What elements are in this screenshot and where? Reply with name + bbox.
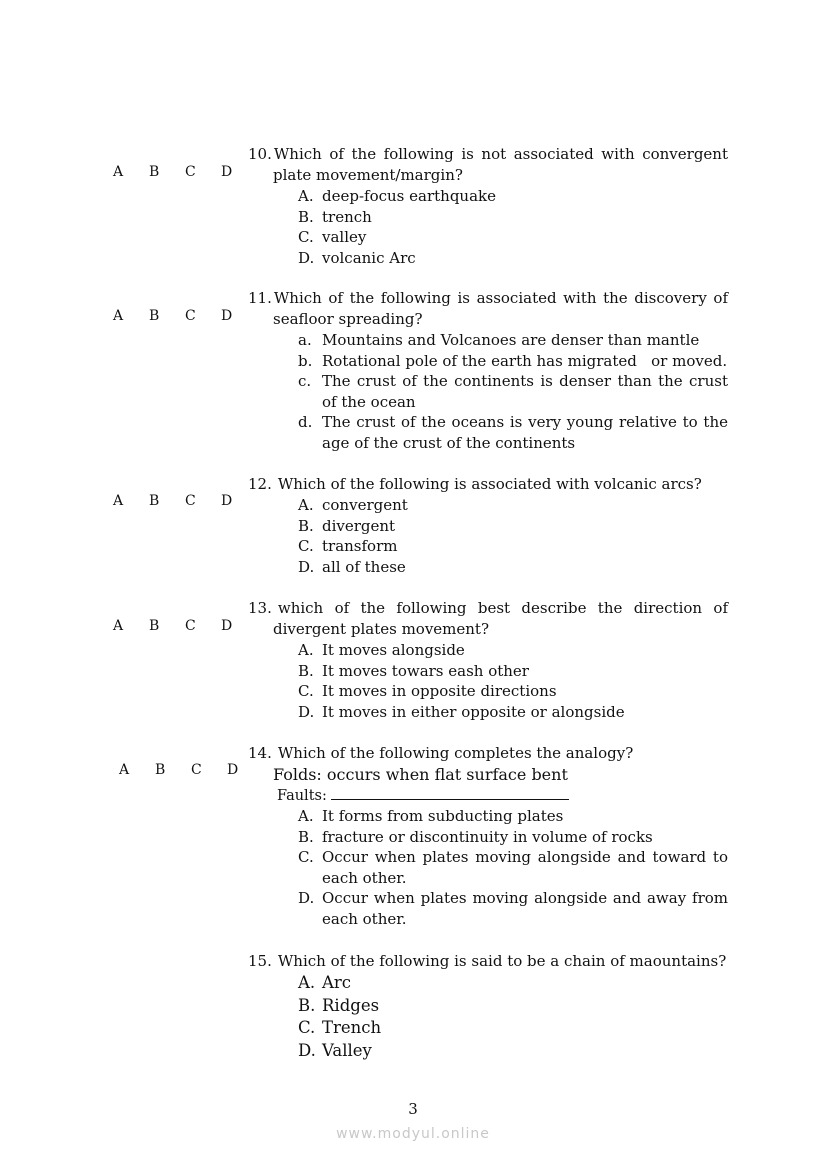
option-b: B. It moves towars eash other — [298, 661, 529, 680]
answer-choices — [113, 164, 257, 180]
question-number: 10. — [248, 145, 272, 163]
option-b: B. Ridges — [298, 995, 380, 1015]
option-b: B. divergent — [298, 516, 396, 535]
option-d: D. It moves in either opposite or alongside — [298, 702, 625, 721]
answer-choice-b[interactable]: B — [155, 762, 166, 778]
answer-choice-d[interactable]: D — [221, 164, 233, 180]
option-d: D. volcanic Arc — [298, 248, 416, 267]
option-c: C. Trench — [298, 1018, 382, 1037]
answer-choice-a[interactable]: A — [113, 618, 124, 634]
option-list — [298, 495, 728, 577]
option-a: A. deep-focus earthquake — [298, 187, 496, 205]
question-text: Which of the following completes the analogy? — [277, 744, 634, 762]
answer-choice-a[interactable]: A — [119, 762, 130, 778]
option-a: a. Mountains and Volcanoes are denser than mantle — [298, 331, 700, 349]
option-a: A. It moves alongside — [298, 641, 465, 659]
question-number: 14. — [248, 744, 272, 762]
answer-choice-b[interactable]: B — [149, 493, 160, 509]
option-list — [298, 640, 728, 722]
option-c: C. Occur when plates moving alongside and toward to each other. — [298, 848, 728, 887]
option-d: D. Valley — [298, 1040, 372, 1060]
question-text: which of the following best describe the direction of — [277, 599, 728, 617]
option-a: A. Arc — [298, 973, 352, 992]
option-list — [298, 972, 728, 1062]
option-b: B. trench — [298, 207, 372, 226]
question-number: 12. — [248, 475, 272, 493]
answer-choice-d[interactable]: D — [221, 308, 233, 324]
option-list — [298, 806, 728, 930]
answer-choice-c[interactable]: C — [185, 618, 196, 634]
option-c: c. The crust of the continents is denser than the crust of the ocean — [298, 372, 728, 411]
answer-choices — [119, 762, 263, 778]
option-c: C. valley — [298, 228, 367, 247]
question-text: Which of the following is not associated with convergent — [273, 145, 728, 163]
option-d: D. all of these — [298, 557, 406, 576]
answer-choice-d[interactable]: D — [227, 762, 239, 778]
answer-blank[interactable] — [331, 787, 569, 800]
answer-choices — [113, 618, 257, 634]
answer-choice-d[interactable]: D — [221, 493, 233, 509]
question-number: 11. — [248, 289, 272, 307]
option-c: C. transform — [298, 537, 398, 556]
answer-choices — [113, 308, 257, 324]
question-number: 13. — [248, 599, 272, 617]
faults-label: Faults: — [277, 788, 327, 804]
analogy-blank-line — [248, 786, 728, 806]
answer-choice-a[interactable]: A — [113, 308, 124, 324]
answer-choices — [113, 493, 257, 509]
question-text-continuation: seafloor spreading? — [273, 310, 423, 328]
answer-choice-d[interactable]: D — [221, 618, 233, 634]
option-c: C. It moves in opposite directions — [298, 682, 557, 701]
answer-choice-a[interactable]: A — [113, 164, 124, 180]
analogy-prompt: Folds: occurs when flat surface bent — [273, 765, 568, 784]
option-a: A. It forms from subducting plates — [298, 807, 564, 825]
option-d: D. Occur when plates moving alongside and away from each other. — [298, 889, 728, 928]
question-text: Which of the following is associated with volcanic arcs? — [277, 475, 702, 493]
question-text-continuation: plate movement/margin? — [273, 166, 463, 184]
option-d: d. The crust of the oceans is very young relative to the age of the crust of the continents — [298, 413, 728, 452]
answer-choice-c[interactable]: C — [191, 762, 202, 778]
answer-choice-b[interactable]: B — [149, 308, 160, 324]
answer-choice-b[interactable]: B — [149, 164, 160, 180]
option-list — [298, 330, 728, 454]
answer-choice-c[interactable]: C — [185, 164, 196, 180]
option-a: A. convergent — [298, 496, 408, 514]
answer-choice-c[interactable]: C — [185, 493, 196, 509]
question-text: Which of the following is said to be a chain of maountains? — [277, 952, 727, 970]
question-text: Which of the following is associated with the discovery of — [273, 289, 728, 307]
page-number: 3 — [408, 1100, 418, 1118]
answer-choice-a[interactable]: A — [113, 493, 124, 509]
question-number: 15. — [248, 952, 272, 970]
question-text-continuation: divergent plates movement? — [273, 620, 490, 638]
answer-choice-c[interactable]: C — [185, 308, 196, 324]
option-b: B. fracture or discontinuity in volume of rocks — [298, 827, 653, 846]
answer-choice-b[interactable]: B — [149, 618, 160, 634]
option-list — [298, 186, 728, 268]
option-b: b. Rotational pole of the earth has migrated or moved. — [298, 351, 728, 370]
watermark: www.modyul.online — [336, 1126, 490, 1142]
